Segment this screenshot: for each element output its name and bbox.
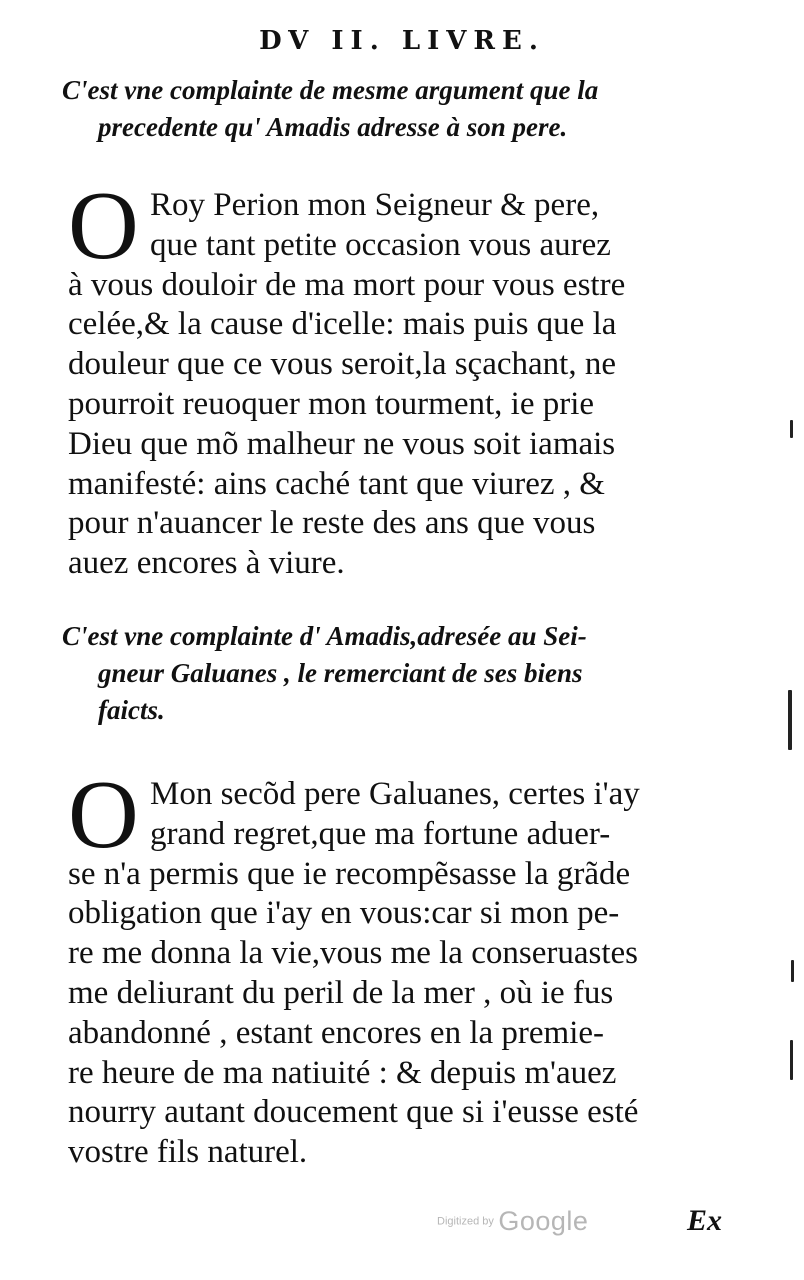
paragraph-2-line-7: abandonné , estant encores en la premie- bbox=[68, 1014, 605, 1051]
paragraph-1-line-5: douleur que ce vous seroit,la sçachant, ne bbox=[68, 346, 616, 383]
rubric-1 bbox=[62, 72, 752, 146]
rubric-2-line-3: faicts. bbox=[98, 695, 165, 725]
catchword: Ex bbox=[687, 1204, 723, 1237]
scan-speck bbox=[791, 960, 794, 982]
paragraph-2-line-6: me deliurant du peril de la mer , où ie fus bbox=[68, 974, 614, 1011]
paragraph-1-line-3: à vous douloir de ma mort pour vous estre bbox=[68, 266, 626, 303]
paragraph-1-line-2: que tant petite occasion vous aurez bbox=[150, 226, 611, 263]
paragraph-2-line-1: Mon secõd pere Galuanes, certes i'ay bbox=[150, 776, 640, 812]
scan-speck bbox=[790, 1040, 793, 1080]
paragraph-1 bbox=[68, 172, 732, 584]
paragraph-2 bbox=[68, 761, 732, 1173]
paragraph-1-line-10: auez encores à viure. bbox=[68, 545, 345, 582]
rubric-1-line-1: C'est vne complainte de mesme argument que la bbox=[62, 75, 599, 105]
watermark-prefix: Digitized by bbox=[437, 1215, 494, 1228]
paragraph-2-line-5: re me donna la vie,vous me la conseruastes bbox=[68, 935, 638, 972]
watermark-brand: Google bbox=[498, 1206, 589, 1236]
digitized-by-google-watermark bbox=[437, 1206, 588, 1237]
rubric-2-line-2: gneur Galuanes , le remerciant de ses biens bbox=[98, 658, 583, 688]
paragraph-2-line-2: grand regret,que ma fortune aduer- bbox=[150, 815, 611, 852]
paragraph-1-line-6: pourroit reuoquer mon tourment, ie prie bbox=[68, 385, 595, 422]
paragraph-2-line-10: vostre fils naturel. bbox=[68, 1134, 308, 1171]
paragraph-1-line-9: pour n'auancer le reste des ans que vous bbox=[68, 505, 596, 542]
scan-speck bbox=[790, 420, 793, 438]
paragraph-2-line-8: re heure de ma natiuité : & depuis m'auez bbox=[68, 1054, 617, 1091]
dropcap-1: O bbox=[68, 172, 139, 280]
rubric-2 bbox=[62, 618, 752, 729]
running-head: DV II. LIVRE. bbox=[259, 26, 545, 56]
dropcap-2: O bbox=[68, 761, 139, 869]
paragraph-2-line-4: obligation que i'ay en vous:car si mon pe- bbox=[68, 895, 620, 932]
paragraph-1-line-8: manifesté: ains caché tant que viurez , & bbox=[68, 465, 605, 502]
paragraph-1-line-4: celée,& la cause d'icelle: mais puis que la bbox=[68, 306, 617, 343]
scan-speck bbox=[788, 690, 792, 750]
paragraph-2-line-9: nourry autant doucement que si i'eusse esté bbox=[68, 1094, 639, 1131]
paragraph-2-line-3: se n'a permis que ie recompẽsasse la grãde bbox=[68, 855, 631, 892]
paragraph-1-line-1: Roy Perion mon Seigneur & pere, bbox=[150, 187, 600, 223]
paragraph-1-line-7: Dieu que mõ malheur ne vous soit iamais bbox=[68, 425, 616, 462]
rubric-2-line-1: C'est vne complainte d' Amadis,adresée au Sei- bbox=[62, 621, 587, 651]
rubric-1-line-2: precedente qu' Amadis adresse à son pere. bbox=[98, 112, 568, 142]
